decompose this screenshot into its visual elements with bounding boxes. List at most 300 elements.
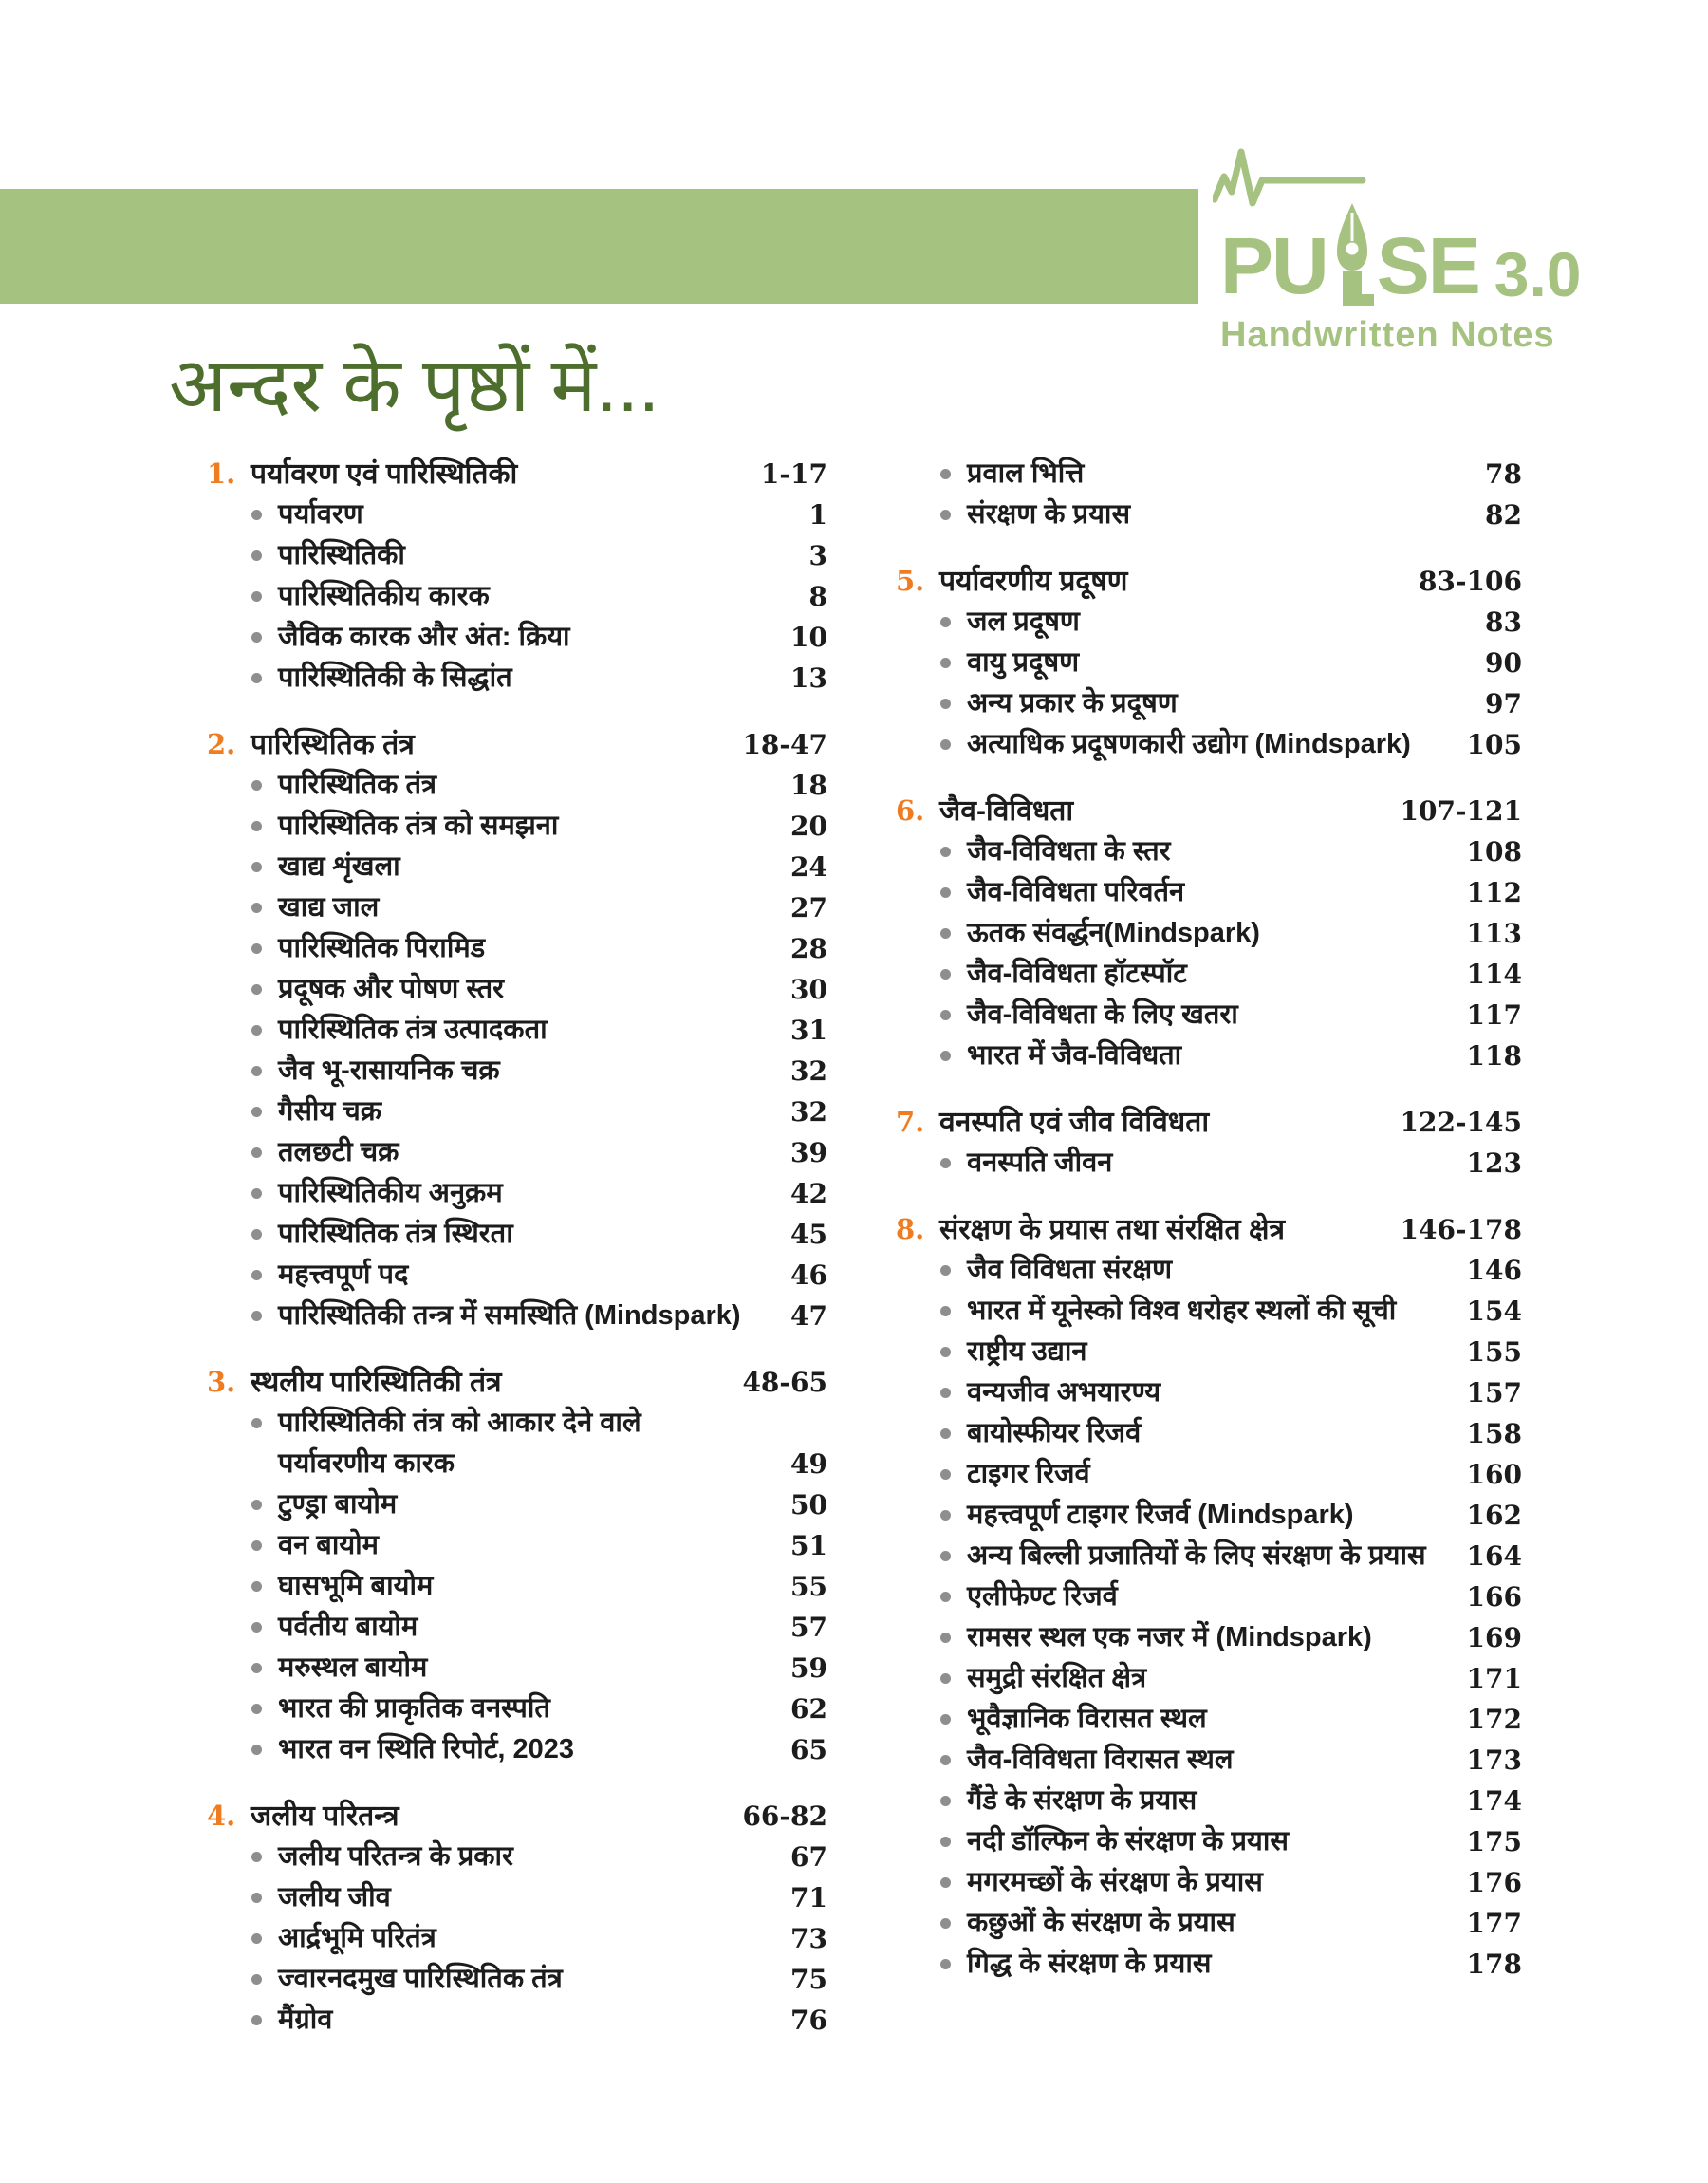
toc-item xyxy=(896,1413,1522,1454)
item-page-number: 83 xyxy=(1485,606,1522,638)
toc-item xyxy=(207,1566,827,1607)
item-page-number: 171 xyxy=(1466,1663,1522,1694)
bullet-icon xyxy=(251,1188,262,1199)
chapter-title: जैव-विविधता xyxy=(939,795,1074,827)
bullet-icon xyxy=(940,847,951,857)
chapter-number: 3. xyxy=(207,1366,236,1398)
item-title: भारत में जैव-विविधता xyxy=(967,1040,1182,1071)
bullet-icon xyxy=(940,1673,951,1684)
toc-item xyxy=(896,494,1522,535)
toc-item xyxy=(207,1484,827,1525)
item-page-number: 47 xyxy=(790,1300,827,1332)
bullet-icon xyxy=(251,2015,262,2025)
item-title: जैव-विविधता के लिए खतरा xyxy=(967,999,1238,1030)
bullet-icon xyxy=(940,887,951,898)
toc-item xyxy=(207,1525,827,1566)
bullet-icon xyxy=(251,1229,262,1240)
item-title: जैविक कारक और अंत: क्रिया xyxy=(278,622,570,652)
chapter-row xyxy=(896,1209,1522,1250)
bullet-icon xyxy=(251,1704,262,1714)
chapter-row xyxy=(207,1362,827,1403)
toc-item xyxy=(207,2000,827,2041)
item-page-number: 3 xyxy=(808,540,827,571)
item-title: मरुस्थल बायोम xyxy=(278,1652,428,1683)
item-page-number: 46 xyxy=(790,1259,827,1291)
bullet-icon xyxy=(251,780,262,791)
bullet-icon xyxy=(251,1147,262,1158)
item-title: तलछटी चक्र xyxy=(278,1137,399,1167)
bullet-icon xyxy=(251,1270,262,1280)
item-page-number: 49 xyxy=(790,1448,827,1480)
logo-tagline: Handwritten Notes xyxy=(1220,315,1555,355)
page-title: अन्दर के पृष्ठों में... xyxy=(169,343,659,427)
bullet-icon xyxy=(251,1500,262,1510)
item-title: गैंडे के संरक्षण के प्रयास xyxy=(967,1785,1197,1816)
toc-item xyxy=(896,1699,1522,1740)
item-page-number: 175 xyxy=(1466,1826,1522,1857)
chapter-group xyxy=(207,454,827,699)
toc-item xyxy=(896,1250,1522,1291)
bullet-icon xyxy=(251,1311,262,1321)
item-page-number: 177 xyxy=(1466,1908,1522,1939)
bullet-icon xyxy=(251,1540,262,1551)
toc-item xyxy=(207,576,827,617)
chapter-page-range: 83-106 xyxy=(1418,566,1522,597)
item-page-number: 31 xyxy=(790,1015,827,1046)
toc-item xyxy=(207,658,827,699)
item-title: भारत की प्राकृतिक वनस्पति xyxy=(278,1693,550,1724)
item-title: पारिस्थितिकी xyxy=(278,540,405,570)
item-title: महत्त्वपूर्ण पद xyxy=(278,1259,409,1290)
item-page-number: 157 xyxy=(1466,1377,1522,1409)
item-page-number: 174 xyxy=(1466,1785,1522,1817)
chapter-title: पर्यावरण एवं पारिस्थितिकी xyxy=(251,458,518,490)
toc-item xyxy=(207,1092,827,1132)
chapter-title: संरक्षण के प्रयास तथा संरक्षित क्षेत्र xyxy=(939,1214,1286,1245)
bullet-icon xyxy=(940,1510,951,1521)
item-title: कछुओं के संरक्षण के प्रयास xyxy=(967,1908,1235,1938)
chapter-group xyxy=(896,1209,1522,1985)
item-page-number: 97 xyxy=(1485,688,1522,719)
item-title: जलीय परितन्त्र के प्रकार xyxy=(278,1841,513,1872)
bullet-icon xyxy=(251,1933,262,1944)
bullet-icon xyxy=(251,903,262,913)
item-title: बायोस्फीयर रिजर्व xyxy=(967,1418,1142,1448)
bullet-icon xyxy=(940,1010,951,1020)
bullet-icon xyxy=(251,984,262,995)
chapter-page-range: 107-121 xyxy=(1400,795,1522,827)
item-page-number: 67 xyxy=(790,1841,827,1873)
toc-item xyxy=(896,954,1522,995)
pen-nib-icon xyxy=(1327,201,1377,306)
toc-item xyxy=(896,1372,1522,1413)
item-title: नदी डॉल्फिन के संरक्षण के प्रयास xyxy=(967,1826,1289,1856)
bullet-icon xyxy=(940,510,951,520)
item-page-number: 112 xyxy=(1466,877,1522,908)
item-title: रामसर स्थल एक नजर में (Mindspark) xyxy=(967,1622,1372,1652)
item-title: जैव-विविधता विरासत स्थल xyxy=(967,1745,1234,1775)
item-page-number: 13 xyxy=(790,662,827,694)
toc-item xyxy=(207,1837,827,1877)
toc-item xyxy=(896,1944,1522,1985)
item-page-number: 123 xyxy=(1466,1147,1522,1179)
item-title: पारिस्थितिक तंत्र स्थिरता xyxy=(278,1219,513,1249)
item-title: वनस्पति जीवन xyxy=(967,1147,1113,1178)
item-page-number: 105 xyxy=(1466,729,1522,760)
item-title: पारिस्थितिकी तन्त्र में समस्थिति (Mindspark) xyxy=(278,1300,741,1331)
toc-item xyxy=(896,602,1522,643)
toc-item xyxy=(207,1173,827,1214)
item-page-number: 114 xyxy=(1466,959,1522,990)
toc-item xyxy=(207,1918,827,1959)
chapter-page-range: 146-178 xyxy=(1400,1214,1522,1245)
bullet-icon xyxy=(940,1837,951,1847)
bullet-icon xyxy=(940,1959,951,1969)
bullet-icon xyxy=(251,1852,262,1862)
logo-version: 3.0 xyxy=(1494,239,1582,309)
chapter-number: 1. xyxy=(207,457,236,490)
item-title: प्रदूषक और पोषण स्तर xyxy=(278,974,505,1004)
toc-item xyxy=(896,1903,1522,1944)
item-title: संरक्षण के प्रयास xyxy=(967,499,1131,530)
item-title: अन्य प्रकार के प्रदूषण xyxy=(967,688,1178,718)
item-page-number: 164 xyxy=(1466,1540,1522,1572)
logo-text-pu: PU xyxy=(1220,221,1327,310)
bullet-icon xyxy=(251,1893,262,1903)
item-title: पारिस्थितिक तंत्र को समझना xyxy=(278,811,559,841)
bullet-icon xyxy=(940,739,951,750)
chapter-row xyxy=(207,454,827,494)
bullet-icon xyxy=(251,1745,262,1755)
toc-item xyxy=(207,494,827,535)
toc-item xyxy=(896,1617,1522,1658)
item-title: पारिस्थितिकीय कारक xyxy=(278,581,490,611)
chapter-group xyxy=(207,724,827,1336)
bullet-icon xyxy=(251,1107,262,1117)
item-title: एलीफेण्ट रिजर्व xyxy=(967,1581,1118,1612)
bullet-icon xyxy=(940,1551,951,1561)
chapter-row xyxy=(207,1796,827,1837)
item-title: प्रवाल भित्ति xyxy=(967,458,1085,489)
bullet-icon xyxy=(940,658,951,668)
item-title: गिद्ध के संरक्षण के प्रयास xyxy=(967,1949,1212,1979)
item-page-number: 82 xyxy=(1485,499,1522,531)
chapter-number: 8. xyxy=(896,1213,925,1245)
chapter-page-range: 18-47 xyxy=(742,729,827,760)
item-title: वायु प्रदूषण xyxy=(967,647,1080,678)
item-page-number: 18 xyxy=(790,770,827,801)
item-page-number: 1 xyxy=(808,499,827,531)
chapter-title: वनस्पति एवं जीव विविधता xyxy=(939,1107,1210,1138)
toc-item xyxy=(896,1332,1522,1372)
toc-item xyxy=(207,1051,827,1092)
item-page-number: 30 xyxy=(790,974,827,1005)
item-title: आर्द्रभूमि परितंत्र xyxy=(278,1923,436,1953)
chapter-number: 4. xyxy=(207,1800,236,1832)
toc-item xyxy=(896,1036,1522,1076)
chapter-title: जलीय परितन्त्र xyxy=(251,1801,399,1832)
bullet-icon xyxy=(940,1877,951,1888)
toc-item xyxy=(207,928,827,969)
toc-column-right xyxy=(896,454,1522,2010)
chapter-group xyxy=(207,1362,827,1770)
chapter-title: पारिस्थितिक तंत्र xyxy=(251,729,415,760)
toc-item xyxy=(207,806,827,847)
bullet-icon xyxy=(251,1418,262,1428)
chapter-number: 2. xyxy=(207,728,236,760)
item-page-number: 32 xyxy=(790,1055,827,1087)
item-page-number: 169 xyxy=(1466,1622,1522,1653)
toc-item xyxy=(207,1214,827,1255)
chapter-row xyxy=(207,724,827,765)
chapter-page-range: 122-145 xyxy=(1400,1107,1522,1138)
logo-text-se: SE xyxy=(1376,221,1479,310)
toc-item xyxy=(896,1781,1522,1821)
item-title: ऊतक संवर्द्धन(Mindspark) xyxy=(967,918,1260,948)
toc-item xyxy=(207,1959,827,2000)
toc-item xyxy=(896,683,1522,724)
toc-item xyxy=(896,1862,1522,1903)
bullet-icon xyxy=(940,1918,951,1929)
chapter-number: 5. xyxy=(896,565,925,597)
bullet-icon xyxy=(251,1974,262,1985)
bullet-icon xyxy=(940,928,951,939)
pulse-logo xyxy=(1220,201,1582,356)
bullet-icon xyxy=(251,632,262,643)
toc-item xyxy=(207,617,827,658)
chapter-group xyxy=(896,1102,1522,1184)
toc-column-left xyxy=(207,454,827,2066)
chapter-group xyxy=(896,791,1522,1076)
bullet-icon xyxy=(940,1158,951,1168)
toc-item xyxy=(207,1648,827,1689)
item-title: पारिस्थितिक पिरामिड xyxy=(278,933,486,963)
item-page-number: 146 xyxy=(1466,1255,1522,1286)
bullet-icon xyxy=(940,1051,951,1061)
toc-item xyxy=(896,1740,1522,1781)
item-page-number: 28 xyxy=(790,933,827,964)
item-page-number: 117 xyxy=(1466,999,1522,1031)
bullet-icon xyxy=(251,591,262,602)
bullet-icon xyxy=(251,862,262,872)
item-title: जैव-विविधता परिवर्तन xyxy=(967,877,1185,907)
item-title: टाइगर रिजर्व xyxy=(967,1459,1090,1489)
item-page-number: 20 xyxy=(790,811,827,842)
item-page-number: 32 xyxy=(790,1096,827,1128)
item-page-number: 178 xyxy=(1466,1949,1522,1980)
item-title: पारिस्थितिकी के सिद्धांत xyxy=(278,662,512,693)
chapter-page-range: 48-65 xyxy=(742,1367,827,1398)
bullet-icon xyxy=(251,1581,262,1592)
chapter-group xyxy=(896,561,1522,765)
bullet-icon xyxy=(940,1755,951,1765)
item-page-number: 8 xyxy=(808,581,827,612)
bullet-icon xyxy=(940,1633,951,1643)
item-title: भूवैज्ञानिक विरासत स्थल xyxy=(967,1704,1207,1734)
bullet-icon xyxy=(940,1469,951,1480)
item-page-number: 42 xyxy=(790,1178,827,1209)
toc-item xyxy=(896,1143,1522,1184)
item-page-number: 62 xyxy=(790,1693,827,1725)
bullet-icon xyxy=(251,821,262,831)
toc-item xyxy=(207,1607,827,1648)
item-title: पारिस्थितिक तंत्र उत्पादकता xyxy=(278,1015,548,1045)
item-page-number: 55 xyxy=(790,1571,827,1602)
item-title: ज्वारनदमुख पारिस्थितिक तंत्र xyxy=(278,1964,563,1994)
item-page-number: 59 xyxy=(790,1652,827,1684)
bullet-icon xyxy=(940,699,951,709)
toc-item xyxy=(896,1821,1522,1862)
item-title: जैव-विविधता हॉटस्पॉट xyxy=(967,959,1187,989)
item-title: जैव भू-रासायनिक चक्र xyxy=(278,1055,500,1086)
toc-item xyxy=(896,1536,1522,1577)
item-title: खाद्य शृंखला xyxy=(278,851,400,882)
bullet-icon xyxy=(940,1347,951,1357)
toc-item xyxy=(896,454,1522,494)
chapter-page-range: 1-17 xyxy=(760,458,827,490)
item-page-number: 51 xyxy=(790,1530,827,1561)
bullet-icon xyxy=(940,1306,951,1316)
item-title: जैव विविधता संरक्षण xyxy=(967,1255,1173,1285)
item-title: समुद्री संरक्षित क्षेत्र xyxy=(967,1663,1147,1693)
chapter-number: 6. xyxy=(896,794,925,827)
item-title: भारत में यूनेस्को विश्व धरोहर स्थलों की सूची xyxy=(967,1296,1397,1326)
chapter-title: पर्यावरणीय प्रदूषण xyxy=(939,566,1128,597)
item-page-number: 57 xyxy=(790,1612,827,1643)
bullet-icon xyxy=(251,673,262,683)
bullet-icon xyxy=(940,617,951,627)
item-page-number: 173 xyxy=(1466,1745,1522,1776)
chapter-group xyxy=(207,1796,827,2041)
item-title: पारिस्थितिकी तंत्र को आकार देने वाले पर्यावरणीय कारक xyxy=(278,1408,641,1479)
chapter-page-range: 66-82 xyxy=(742,1801,827,1832)
item-page-number: 113 xyxy=(1466,918,1522,949)
bullet-icon xyxy=(940,969,951,980)
item-page-number: 158 xyxy=(1466,1418,1522,1449)
item-title: मैंग्रोव xyxy=(278,2005,333,2035)
toc-item xyxy=(207,969,827,1010)
item-page-number: 162 xyxy=(1466,1500,1522,1531)
toc-item xyxy=(207,535,827,576)
item-page-number: 45 xyxy=(790,1219,827,1250)
item-title: भारत वन स्थिति रिपोर्ट, 2023 xyxy=(278,1734,575,1764)
item-page-number: 90 xyxy=(1485,647,1522,679)
toc-item xyxy=(896,1658,1522,1699)
item-page-number: 75 xyxy=(790,1964,827,1995)
item-page-number: 27 xyxy=(790,892,827,924)
toc-item xyxy=(207,1132,827,1173)
item-title: अत्याधिक प्रदूषणकारी उद्योग (Mindspark) xyxy=(967,729,1411,759)
toc-item xyxy=(207,1729,827,1770)
bullet-icon xyxy=(940,1592,951,1602)
item-page-number: 39 xyxy=(790,1137,827,1168)
bullet-icon xyxy=(940,1428,951,1439)
item-page-number: 71 xyxy=(790,1882,827,1913)
item-title: जलीय जीव xyxy=(278,1882,391,1912)
bullet-icon xyxy=(251,943,262,954)
item-title: जैव-विविधता के स्तर xyxy=(967,836,1171,867)
bullet-icon xyxy=(251,1066,262,1076)
toc-item xyxy=(207,1689,827,1729)
toc-item xyxy=(207,847,827,887)
toc-item xyxy=(207,887,827,928)
bullet-icon xyxy=(251,1025,262,1036)
item-page-number: 50 xyxy=(790,1489,827,1521)
toc-item xyxy=(896,872,1522,913)
chapter-row xyxy=(896,561,1522,602)
item-page-number: 108 xyxy=(1466,836,1522,868)
item-title: महत्त्वपूर्ण टाइगर रिजर्व (Mindspark) xyxy=(967,1500,1354,1530)
bullet-icon xyxy=(940,1265,951,1276)
bullet-icon xyxy=(940,1388,951,1398)
toc-item xyxy=(896,1454,1522,1495)
item-page-number: 118 xyxy=(1466,1040,1522,1072)
toc-item xyxy=(207,1010,827,1051)
item-page-number: 65 xyxy=(790,1734,827,1765)
bullet-icon xyxy=(251,1622,262,1633)
item-title: मगरमच्छों के संरक्षण के प्रयास xyxy=(967,1867,1263,1897)
bullet-icon xyxy=(940,469,951,479)
item-title: पर्यावरण xyxy=(278,499,363,530)
toc-item xyxy=(207,1403,827,1484)
item-page-number: 172 xyxy=(1466,1704,1522,1735)
item-title: वन्यजीव अभयारण्य xyxy=(967,1377,1161,1408)
chapter-title: स्थलीय पारिस्थितिकी तंत्र xyxy=(251,1367,502,1398)
item-page-number: 76 xyxy=(790,2005,827,2036)
bullet-icon xyxy=(251,550,262,561)
item-page-number: 166 xyxy=(1466,1581,1522,1613)
chapter-row xyxy=(896,1102,1522,1143)
item-title: खाद्य जाल xyxy=(278,892,380,923)
toc-item xyxy=(207,1296,827,1336)
item-page-number: 78 xyxy=(1485,458,1522,490)
header-band xyxy=(0,189,1198,304)
bullet-icon xyxy=(251,510,262,520)
item-page-number: 154 xyxy=(1466,1296,1522,1327)
toc-item xyxy=(896,1577,1522,1617)
item-title: गैसीय चक्र xyxy=(278,1096,382,1127)
item-title: टुण्ड्रा बायोम xyxy=(278,1489,398,1520)
item-page-number: 155 xyxy=(1466,1336,1522,1368)
item-page-number: 73 xyxy=(790,1923,827,1954)
toc-item xyxy=(896,995,1522,1036)
toc-item xyxy=(896,724,1522,765)
chapter-row xyxy=(896,791,1522,831)
toc-item xyxy=(896,913,1522,954)
toc-item xyxy=(207,765,827,806)
toc-item xyxy=(896,1291,1522,1332)
item-title: राष्ट्रीय उद्यान xyxy=(967,1336,1087,1367)
item-title: वन बायोम xyxy=(278,1530,380,1560)
heartbeat-icon xyxy=(1213,148,1393,209)
logo-wordmark xyxy=(1220,201,1582,310)
item-page-number: 10 xyxy=(790,622,827,653)
toc-item xyxy=(207,1255,827,1296)
item-title: जल प्रदूषण xyxy=(967,606,1080,637)
item-title: घासभूमि बायोम xyxy=(278,1571,434,1601)
item-title: अन्य बिल्ली प्रजातियों के लिए संरक्षण के प्रयास xyxy=(967,1540,1426,1571)
item-page-number: 24 xyxy=(790,851,827,883)
chapter-number: 7. xyxy=(896,1106,925,1138)
item-page-number: 176 xyxy=(1466,1867,1522,1898)
toc-item xyxy=(896,831,1522,872)
item-title: पर्वतीय बायोम xyxy=(278,1612,418,1642)
bullet-icon xyxy=(940,1714,951,1725)
toc-item xyxy=(207,1877,827,1918)
bullet-icon xyxy=(251,1663,262,1673)
toc-item xyxy=(896,643,1522,683)
item-title: पारिस्थितिक तंत्र xyxy=(278,770,437,800)
